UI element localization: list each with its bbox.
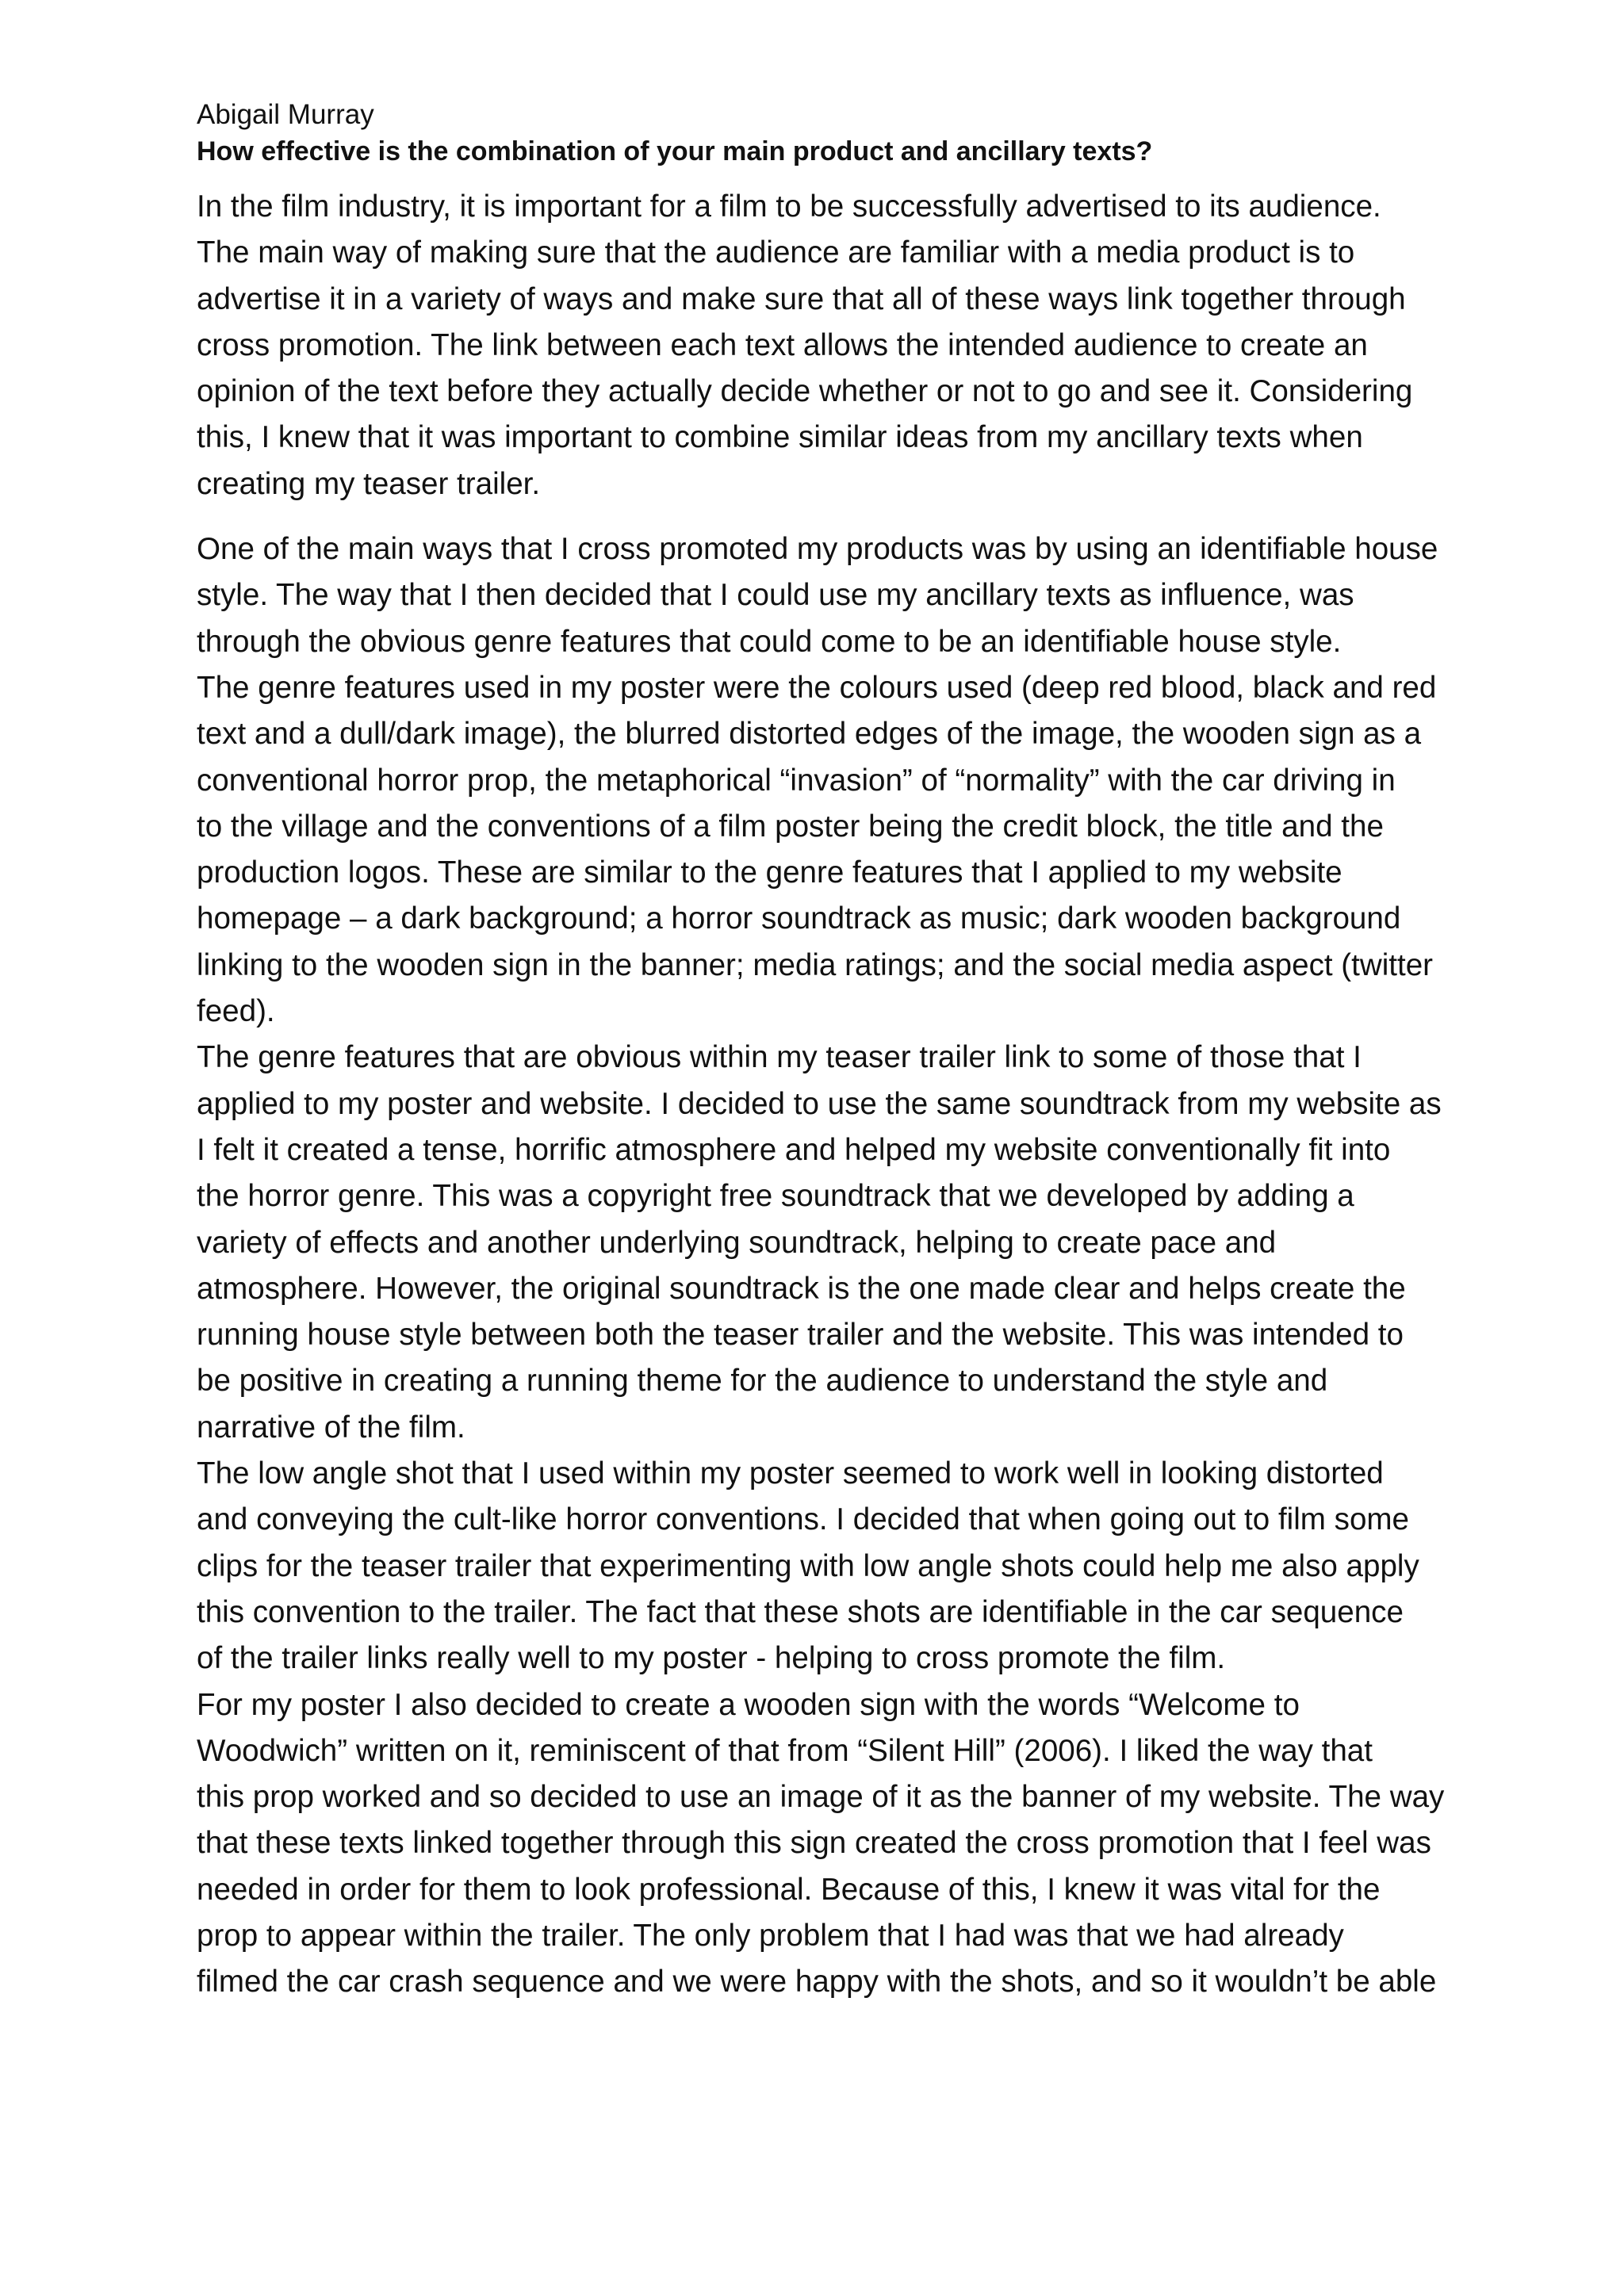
text-line: needed in order for them to look professional. Because of this, I knew it was vital for the — [197, 1872, 1381, 1907]
text-line: to the village and the conventions of a film poster being the credit block, the title and the — [197, 809, 1384, 844]
paragraph-trailer-soundtrack — [197, 1035, 1450, 1451]
text-line: atmosphere. However, the original soundtrack is the one made clear and helps create the — [197, 1271, 1406, 1306]
author-name: Abigail Murray — [197, 99, 374, 130]
text-line: feed). — [197, 994, 275, 1029]
text-line: linking to the wooden sign in the banner; media ratings; and the social media aspect (twitter — [197, 947, 1434, 982]
text-line: the horror genre. This was a copyright free soundtrack that we developed by adding a — [197, 1179, 1354, 1214]
text-line: through the obvious genre features that could come to be an identifiable house style. — [197, 624, 1342, 659]
paragraph-intro — [197, 184, 1450, 507]
text-line: homepage – a dark background; a horror soundtrack as music; dark wooden background — [197, 901, 1401, 936]
text-line: Woodwich” written on it, reminiscent of that from “Silent Hill” (2006). I liked the way that — [197, 1733, 1373, 1768]
text-line: prop to appear within the trailer. The only problem that I had was that we had already — [197, 1918, 1344, 1953]
text-line: running house style between both the teaser trailer and the website. This was intended to — [197, 1318, 1404, 1353]
text-line: conventional horror prop, the metaphorical “invasion” of “normality” with the car driving in — [197, 763, 1396, 798]
text-line: of the trailer links really well to my poster - helping to cross promote the film. — [197, 1641, 1226, 1676]
text-line: For my poster I also decided to create a wooden sign with the words “Welcome to — [197, 1687, 1300, 1722]
document-page — [197, 97, 1450, 2006]
text-line: production logos. These are similar to the genre features that I applied to my website — [197, 855, 1342, 890]
text-line: The genre features used in my poster were the colours used (deep red blood, black and red — [197, 670, 1437, 705]
text-line: The low angle shot that I used within my poster seemed to work well in looking distorted — [197, 1456, 1384, 1491]
text-line: applied to my poster and website. I decided to use the same soundtrack from my website as — [197, 1086, 1442, 1121]
text-line: variety of effects and another underlying soundtrack, helping to create pace and — [197, 1225, 1277, 1260]
text-line: be positive in creating a running theme for the audience to understand the style and — [197, 1364, 1328, 1399]
text-line: that these texts linked together through this sign created the cross promotion that I feel was — [197, 1826, 1431, 1861]
text-line: and conveying the cult-like horror conventions. I decided that when going out to film some — [197, 1502, 1409, 1537]
paragraph-poster-features — [197, 665, 1450, 1035]
paragraph-wooden-sign — [197, 1682, 1450, 2006]
text-line: The genre features that are obvious within my teaser trailer link to some of those that I — [197, 1040, 1362, 1075]
text-line: cross promotion. The link between each text allows the intended audience to create an — [197, 327, 1368, 362]
text-line: advertise it in a variety of ways and make sure that all of these ways link together through — [197, 281, 1406, 316]
text-line: text and a dull/dark image), the blurred distorted edges of the image, the wooden sign as a — [197, 717, 1422, 752]
essay-question: How effective is the combination of your main product and ancillary texts? — [197, 136, 1153, 166]
text-line: style. The way that I then decided that I could use my ancillary texts as influence, was — [197, 578, 1354, 613]
text-line: this prop worked and so decided to use an image of it as the banner of my website. The way — [197, 1780, 1445, 1815]
text-line: filmed the car crash sequence and we were happy with the shots, and so it wouldn’t be able — [197, 1965, 1437, 1999]
text-line: this convention to the trailer. The fact that these shots are identifiable in the car sequence — [197, 1594, 1404, 1629]
text-line: In the film industry, it is important for a film to be successfully advertised to its audience. — [197, 189, 1381, 224]
text-line: opinion of the text before they actually decide whether or not to go and see it. Considering — [197, 374, 1413, 409]
text-line: this, I knew that it was important to combine similar ideas from my ancillary texts when — [197, 420, 1363, 455]
text-line: One of the main ways that I cross promoted my products was by using an identifiable house — [197, 532, 1438, 567]
text-line: creating my teaser trailer. — [197, 466, 541, 501]
paragraph-house-style — [197, 526, 1450, 665]
paragraph-low-angle — [197, 1451, 1450, 1682]
text-line: The main way of making sure that the audience are familiar with a media product is to — [197, 235, 1355, 270]
text-line: I felt it created a tense, horrific atmosphere and helped my website conventionally fit into — [197, 1132, 1391, 1167]
text-line: clips for the teaser trailer that experimenting with low angle shots could help me also apply — [197, 1548, 1419, 1583]
text-line: narrative of the film. — [197, 1410, 465, 1445]
